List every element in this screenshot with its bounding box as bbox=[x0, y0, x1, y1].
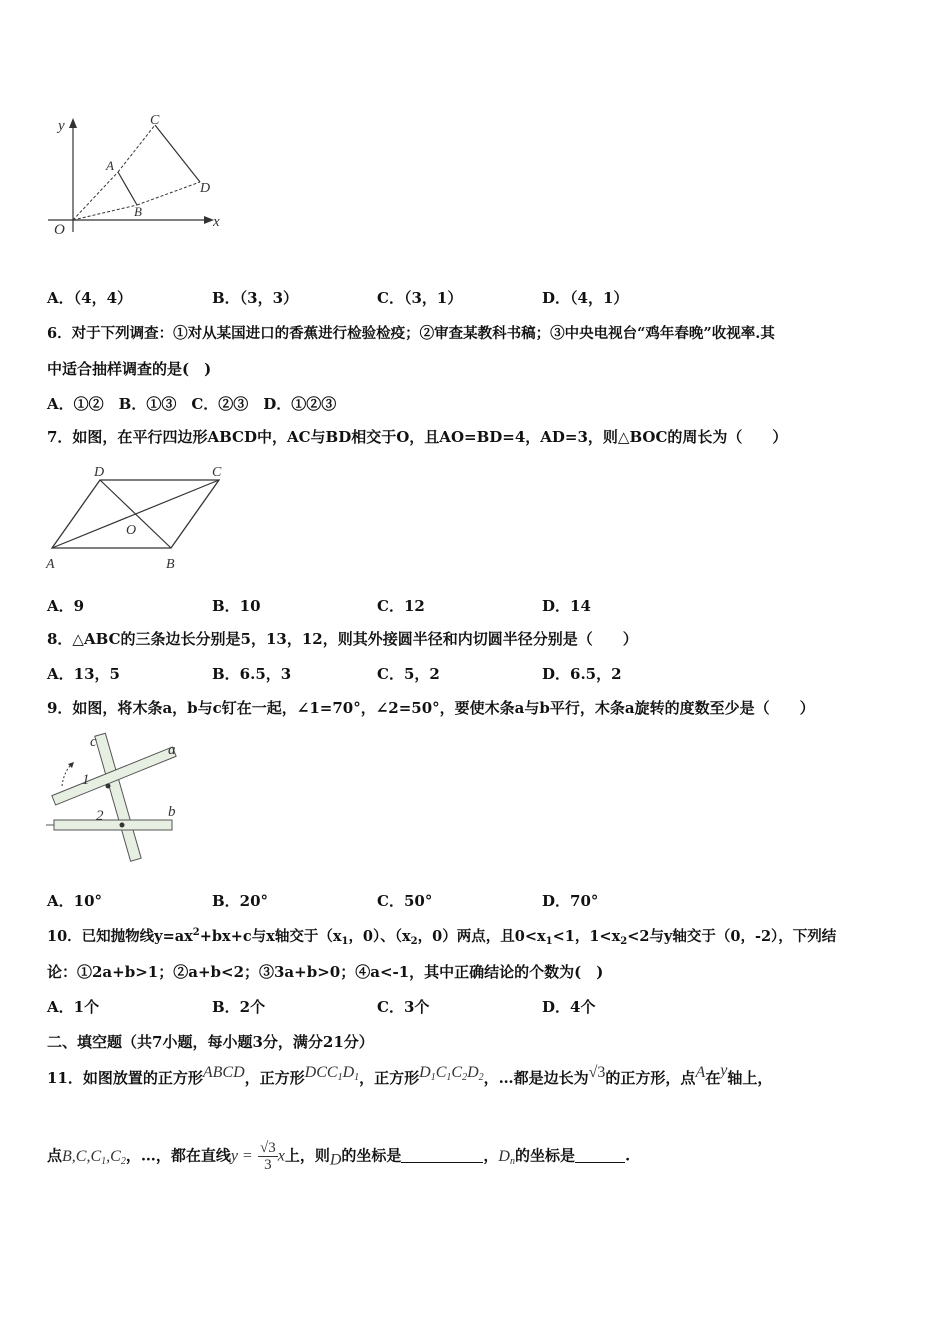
q11-math-a: A bbox=[695, 1064, 706, 1081]
q9-question: 9．如图，将木条a，b与c钉在一起，∠1=70°，∠2=50°，要使木条a与b平行，木条a旋转的度数至少是（ ） bbox=[47, 699, 815, 717]
q6-line-1: 6．对于下列调查：①对从某国进口的香蕉进行检验检疫；②审查某教科书稿；③中央电视台“鸡年春晚”收视率.其 bbox=[47, 325, 775, 342]
q11-m2b: D bbox=[342, 1064, 355, 1081]
q11-math-x: x bbox=[277, 1147, 285, 1165]
q11-math-abcd: ABCD bbox=[202, 1064, 245, 1081]
q11-math-d: D bbox=[329, 1151, 342, 1169]
q11-text-1: 11．如图放置的正方形 bbox=[47, 1069, 203, 1087]
q9-option-c: C．50° bbox=[377, 892, 433, 910]
q11-m3c: C bbox=[451, 1064, 463, 1081]
q9-label-c: c bbox=[90, 734, 97, 750]
q11-math-y-eq: y = bbox=[230, 1147, 253, 1165]
q9-label-a: a bbox=[168, 742, 176, 758]
q7-option-d: D．14 bbox=[542, 597, 591, 615]
q10-line-2: 论：①2a+b>1；②a+b<2；③3a+b>0；④a<-1，其中正确结论的个数为( ) bbox=[47, 963, 604, 981]
q7-label-a: A bbox=[46, 557, 55, 572]
section-2-heading: 二、填空题（共7小题，每小题3分，满分21分） bbox=[47, 1033, 374, 1051]
q11-text-6: 在 bbox=[705, 1069, 721, 1087]
q8-option-c: C．5，2 bbox=[377, 665, 440, 683]
q5-label-x: x bbox=[213, 214, 220, 230]
q9-label-1: 1 bbox=[82, 772, 90, 788]
q11-l2-text-2: ，…，都在直线 bbox=[125, 1146, 231, 1165]
q11-m3a: D bbox=[419, 1064, 431, 1081]
q11-text-3: ，正方形 bbox=[359, 1069, 420, 1087]
q5-option-a: A．（4，4） bbox=[47, 289, 133, 307]
q9-label-b: b bbox=[168, 804, 176, 820]
q5-label-b: B bbox=[134, 204, 142, 219]
q11-m2s2: 1 bbox=[354, 1072, 360, 1083]
q11-frac-num: √3 bbox=[259, 1140, 276, 1156]
q5-label-y: y bbox=[58, 118, 65, 134]
q9-label-2: 2 bbox=[96, 808, 104, 824]
q11-l2m1: B,C,C bbox=[62, 1147, 102, 1165]
q11-text-4: ，…都是边长为 bbox=[483, 1069, 589, 1087]
q10-sub-3: 1 bbox=[545, 936, 553, 947]
q7-option-a: A．9 bbox=[47, 597, 85, 615]
q11-math-dcc1d1 bbox=[305, 1064, 359, 1081]
q11-l2-text-3: 上，则 bbox=[284, 1146, 330, 1165]
q10-option-a: A．1个 bbox=[47, 998, 100, 1016]
q10-option-d: D．4个 bbox=[542, 998, 596, 1016]
q9-option-a: A．10° bbox=[47, 892, 103, 910]
q11-l2s2: 2 bbox=[120, 1155, 126, 1167]
q9-option-b: B．20° bbox=[212, 892, 269, 910]
q7-parallelogram-figure bbox=[44, 460, 229, 572]
q5-option-c: C．（3，1） bbox=[377, 289, 463, 307]
q11-line-2 bbox=[47, 1140, 630, 1173]
q5-coordinate-figure bbox=[40, 112, 220, 242]
q10-sub-1: 1 bbox=[341, 936, 349, 947]
q10-text-1: 10．已知抛物线y=ax bbox=[47, 928, 193, 945]
q11-m2a: DCC bbox=[304, 1064, 338, 1081]
q10-sub-4: 2 bbox=[620, 936, 628, 947]
q11-text-7: 轴上， bbox=[727, 1069, 773, 1087]
q11-l2-text-7: . bbox=[625, 1146, 631, 1165]
q11-text-5: 的正方形，点 bbox=[605, 1069, 696, 1087]
q9-wood-strips-figure bbox=[44, 734, 194, 869]
q11-frac-den: 3 bbox=[264, 1157, 272, 1173]
q11-l2-text-6: 的坐标是 bbox=[514, 1146, 575, 1165]
q8-question: 8．△ABC的三条边长分别是5，13，12，则其外接圆半径和内切圆半径分别是（ ） bbox=[47, 630, 638, 648]
q11-math-dn bbox=[498, 1148, 515, 1165]
q10-sub-2: 2 bbox=[410, 936, 418, 947]
q7-label-c: C bbox=[212, 465, 222, 480]
q11-m2s: 1 bbox=[337, 1072, 343, 1083]
q6-options: A．①② B．①③ C．②③ D．①②③ bbox=[47, 395, 337, 413]
q11-l2-text-1: 点 bbox=[47, 1146, 63, 1165]
q10-sup-1: 2 bbox=[192, 927, 200, 938]
q11-math-d1c1c2d2 bbox=[419, 1064, 483, 1081]
q10-text-3: ，0）、（x bbox=[348, 928, 411, 945]
q11-l2-text-4: 的坐标是 bbox=[341, 1146, 402, 1165]
q10-option-b: B．2个 bbox=[212, 998, 266, 1016]
q11-answer-blank-1[interactable] bbox=[401, 1148, 483, 1163]
q8-option-a: A．13，5 bbox=[47, 665, 120, 683]
q11-math-sqrt3: √3 bbox=[588, 1064, 606, 1081]
q11-l2s3: n bbox=[509, 1155, 515, 1167]
q11-math-y: y bbox=[720, 1062, 728, 1079]
q11-l2m2: ,C bbox=[106, 1147, 121, 1165]
q11-m3d: D bbox=[467, 1064, 479, 1081]
q11-m3s3: 2 bbox=[462, 1072, 468, 1083]
q5-label-c: C bbox=[150, 113, 160, 128]
q11-l2m6: D bbox=[498, 1147, 510, 1165]
q10-text-5: <1，1<x bbox=[552, 928, 621, 945]
q11-m3s2: 1 bbox=[446, 1072, 452, 1083]
q11-m3s4: 2 bbox=[478, 1072, 484, 1083]
q10-option-c: C．3个 bbox=[377, 998, 430, 1016]
q10-text-4: ，0）两点，且0<x bbox=[417, 928, 546, 945]
q5-option-b: B．（3，3） bbox=[212, 289, 299, 307]
q7-label-d: D bbox=[94, 465, 105, 480]
q7-option-b: B．10 bbox=[212, 597, 261, 615]
q10-text-2: +bx+c与x轴交于（x bbox=[199, 928, 342, 945]
q7-label-o: O bbox=[126, 523, 137, 538]
q11-line-1 bbox=[47, 1062, 772, 1088]
q10-text-6: <2与y轴交于（0，-2），下列结 bbox=[627, 928, 837, 945]
q8-option-b: B．6.5，3 bbox=[212, 665, 292, 683]
q11-m3s1: 1 bbox=[430, 1072, 436, 1083]
q5-label-a: A bbox=[106, 158, 114, 173]
q9-option-d: D．70° bbox=[542, 892, 599, 910]
q5-label-o: O bbox=[54, 222, 65, 238]
q7-label-b: B bbox=[166, 557, 175, 572]
q5-option-d: D．（4，1） bbox=[542, 289, 629, 307]
q11-fraction bbox=[258, 1140, 278, 1173]
q8-option-d: D．6.5，2 bbox=[542, 665, 622, 683]
q5-label-d: D bbox=[200, 181, 211, 196]
q11-m3b: C bbox=[435, 1064, 447, 1081]
q11-answer-blank-2[interactable] bbox=[575, 1148, 625, 1163]
q10-line-1 bbox=[47, 925, 836, 947]
q7-question: 7．如图，在平行四边形ABCD中，AC与BD相交于O，且AO=BD=4，AD=3，则△BOC的周长为（ ） bbox=[47, 428, 788, 446]
q11-l2-text-5: ， bbox=[483, 1146, 499, 1165]
q11-math-points bbox=[62, 1148, 126, 1165]
q11-text-2: ，正方形 bbox=[244, 1069, 305, 1087]
q6-line-2: 中适合抽样调查的是( ) bbox=[47, 360, 212, 378]
q7-option-c: C．12 bbox=[377, 597, 425, 615]
q11-l2s1: 1 bbox=[101, 1155, 107, 1167]
